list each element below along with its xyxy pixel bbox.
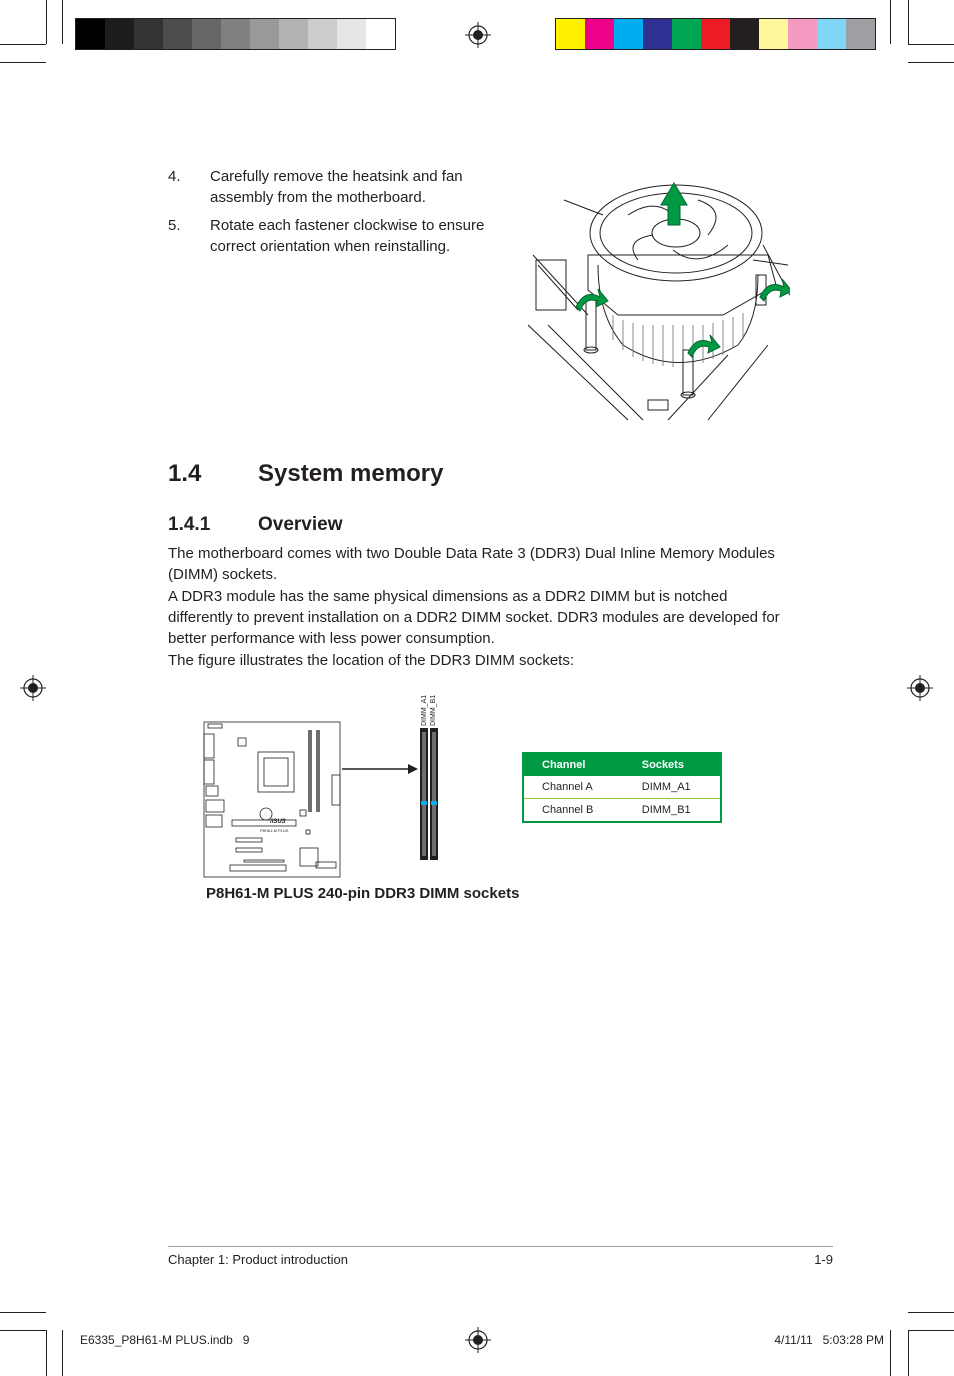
- crop-mark: [908, 1330, 954, 1331]
- footer-divider: [168, 1246, 833, 1247]
- table-row: [524, 776, 720, 799]
- crop-mark: [908, 62, 954, 63]
- motherboard-layout-diagram: [200, 720, 345, 880]
- step-number: 4.: [168, 168, 181, 185]
- table-cell: Channel A: [524, 776, 624, 799]
- board-name-label: P8H61-M PLUS: [260, 828, 289, 833]
- heatsink-fan-illustration: [528, 175, 790, 423]
- dimm-a1-label: DIMM_A1: [421, 694, 428, 726]
- color-swatch: [366, 19, 395, 49]
- board-brand-label: /ISUS: [270, 819, 286, 825]
- crop-mark: [0, 1330, 46, 1331]
- table-header-row: [524, 754, 720, 776]
- subsection-number: 1.4.1: [168, 514, 211, 535]
- color-swatch: [221, 19, 250, 49]
- color-swatch: [585, 19, 614, 49]
- color-swatch: [672, 19, 701, 49]
- color-swatch: [788, 19, 817, 49]
- slug-filename: E6335_P8H61-M PLUS.indb 9: [80, 1333, 250, 1347]
- color-swatch: [105, 19, 134, 49]
- pointer-arrow-icon: [342, 762, 418, 776]
- color-swatch: [730, 19, 759, 49]
- color-swatch: [643, 19, 672, 49]
- crop-mark: [890, 0, 891, 44]
- step-text: Carefully remove the heatsink and fan assembly from the motherboard.: [210, 168, 463, 206]
- registration-mark-icon: [907, 675, 933, 701]
- color-swatch: [846, 19, 875, 49]
- section-number: 1.4: [168, 460, 202, 487]
- crop-mark: [908, 1330, 909, 1376]
- crop-mark: [0, 62, 46, 63]
- registration-mark-icon: [20, 675, 46, 701]
- body-paragraph: A DDR3 module has the same physical dimensions as a DDR2 DIMM but is notched differently to prevent installation on a DDR2 DIMM socket. DDR3 modules are developed for better performance with less power consumption.: [168, 588, 780, 647]
- figure-caption: P8H61-M PLUS 240-pin DDR3 DIMM sockets: [206, 885, 520, 902]
- color-swatch: [614, 19, 643, 49]
- registration-mark-icon: [465, 1327, 491, 1353]
- crop-mark: [890, 1330, 891, 1376]
- color-swatch-bar: [555, 18, 876, 50]
- step-text: Rotate each fastener clockwise to ensure correct orientation when reinstalling.: [210, 217, 485, 255]
- color-swatch: [192, 19, 221, 49]
- crop-mark: [0, 1312, 46, 1313]
- dimm-slots-diagram: [418, 726, 442, 862]
- registration-mark-icon: [465, 22, 491, 48]
- dimm-b1-label: DIMM_B1: [430, 694, 437, 726]
- color-swatch: [279, 19, 308, 49]
- table-header-cell: Sockets: [641, 759, 684, 771]
- crop-mark: [46, 0, 47, 44]
- body-paragraph: The motherboard comes with two Double Data Rate 3 (DDR3) Dual Inline Memory Modules (DIMM) sockets.: [168, 545, 775, 583]
- grayscale-swatch-bar: [75, 18, 396, 50]
- table-cell: DIMM_B1: [641, 804, 691, 816]
- crop-mark: [62, 1330, 63, 1376]
- crop-mark: [908, 0, 909, 44]
- color-swatch: [76, 19, 105, 49]
- color-swatch: [163, 19, 192, 49]
- crop-mark: [0, 44, 46, 45]
- crop-mark: [908, 1312, 954, 1313]
- table-cell: DIMM_A1: [624, 776, 720, 799]
- crop-mark: [908, 44, 954, 45]
- color-swatch: [759, 19, 788, 49]
- color-swatch: [556, 19, 585, 49]
- subsection-title: Overview: [258, 514, 343, 535]
- color-swatch: [817, 19, 846, 49]
- table-header-cell: Channel: [542, 759, 586, 771]
- page-number: 1-9: [814, 1252, 833, 1267]
- color-swatch: [308, 19, 337, 49]
- footer-chapter: Chapter 1: Product introduction: [168, 1252, 348, 1267]
- table-row: [524, 799, 720, 822]
- section-title: System memory: [258, 460, 444, 487]
- body-paragraph: The figure illustrates the location of the DDR3 DIMM sockets:: [168, 652, 574, 669]
- channel-table: [522, 752, 722, 823]
- color-swatch: [250, 19, 279, 49]
- color-swatch: [337, 19, 366, 49]
- table-cell: Channel B: [542, 804, 594, 816]
- color-swatch: [701, 19, 730, 49]
- color-swatch: [134, 19, 163, 49]
- step-number: 5.: [168, 217, 181, 234]
- crop-mark: [46, 1330, 47, 1376]
- slug-timestamp: 4/11/11 5:03:28 PM: [774, 1333, 884, 1347]
- crop-mark: [62, 0, 63, 44]
